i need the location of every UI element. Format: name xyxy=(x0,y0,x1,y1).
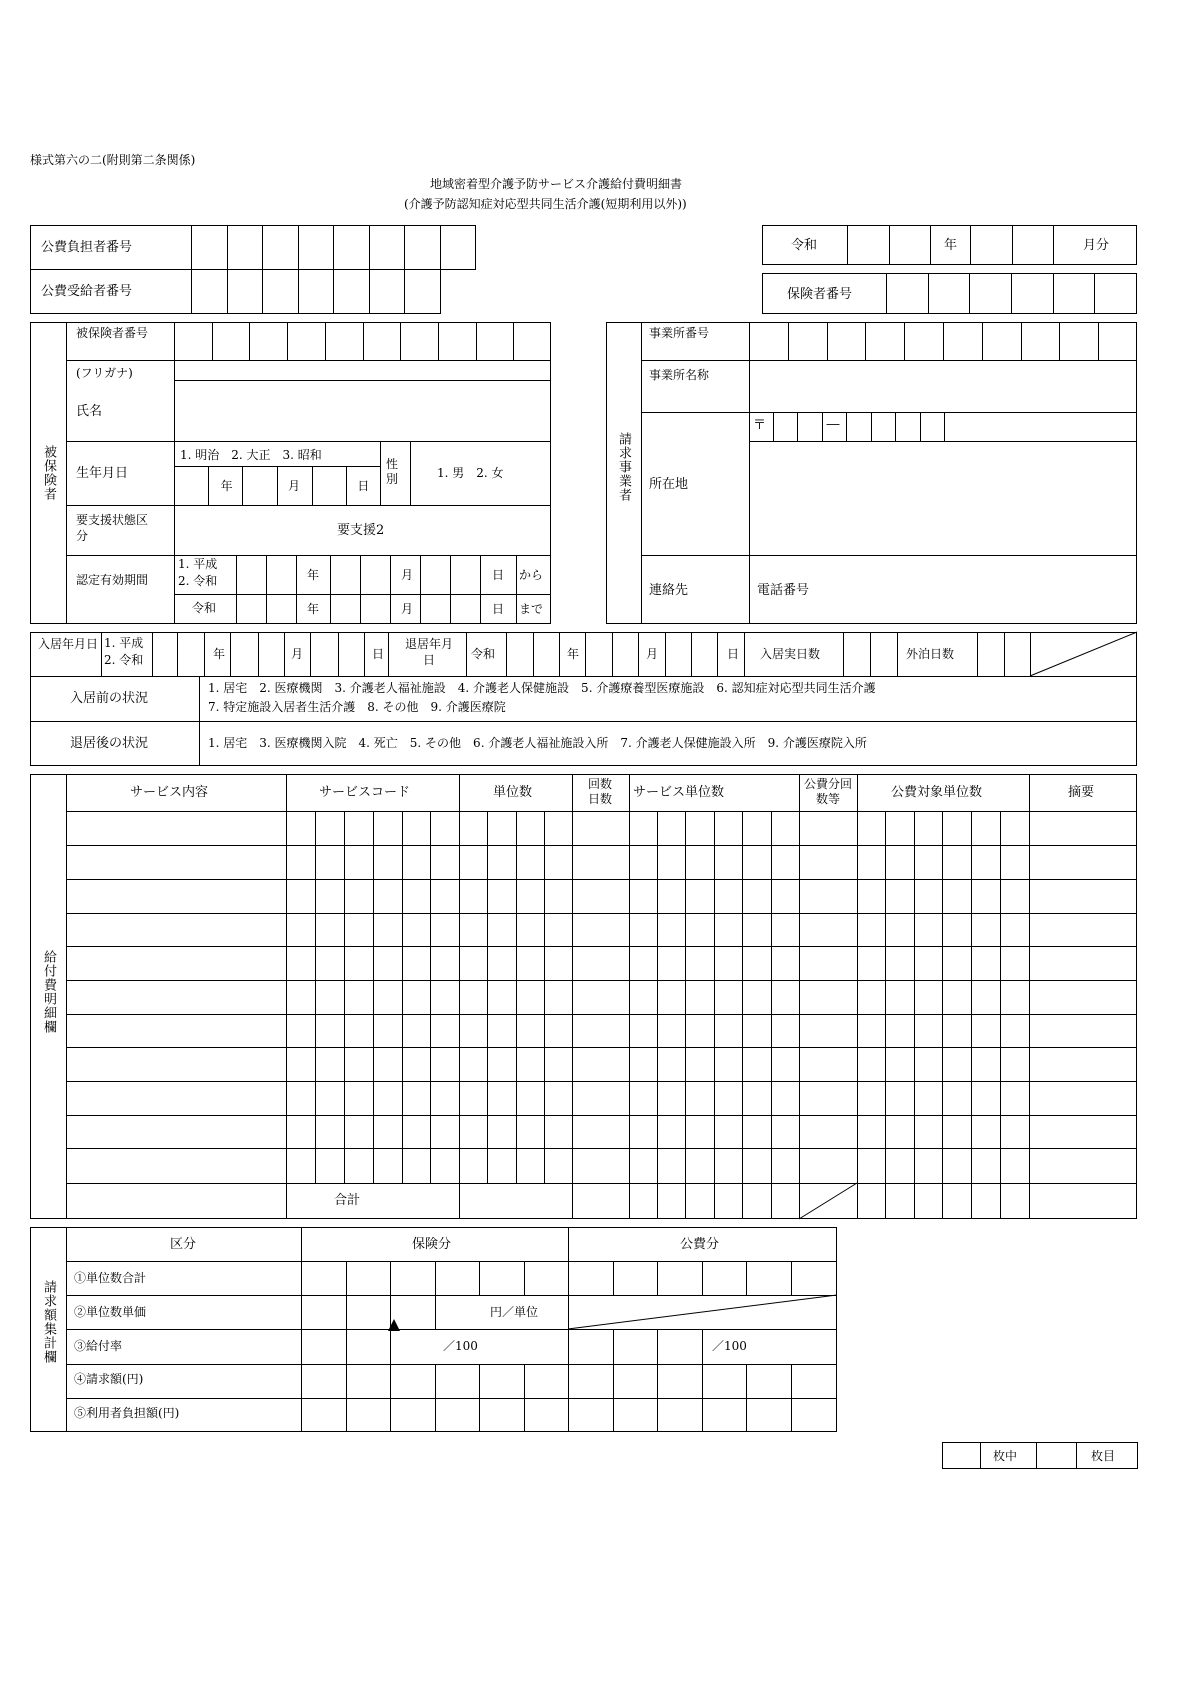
detail-row-line xyxy=(66,1081,1137,1082)
after-status-options[interactable]: 1. 居宅 3. 医療機関入院 4. 死亡 5. その他 6. 介護老人福祉施設入所 7. 介護老人保健施設入所 9. 介護医療院入所 xyxy=(208,736,867,750)
birthdate-label: 生年月日 xyxy=(76,466,129,481)
summary-cell-line xyxy=(479,1261,480,1295)
overnight-diagonal xyxy=(1030,632,1137,676)
col-service-content: サービス内容 xyxy=(130,785,209,800)
move-in-date-label: 入居年月日 xyxy=(38,637,99,651)
move-out-day-unit: 日 xyxy=(727,647,740,661)
cert-from-year-unit: 年 xyxy=(307,568,320,582)
detail-cell-line xyxy=(771,811,772,1219)
month-portion-box xyxy=(1053,225,1137,265)
summary-col-insurance: 保険分 xyxy=(412,1237,452,1252)
care-level-label: 要支援状態区分 xyxy=(76,513,149,543)
birthdate-input[interactable] xyxy=(174,466,381,506)
detail-cell-line xyxy=(657,811,658,1219)
page-subtitle: (介護予防認知症対応型共同生活介護(短期利用以外)) xyxy=(404,197,687,211)
page-number-label: 枚目 xyxy=(1091,1449,1116,1463)
summary-section-label: 請求額集計欄 xyxy=(41,1280,56,1364)
summary-cell-line xyxy=(479,1398,480,1432)
detail-row-line xyxy=(66,1014,1137,1015)
col-units: 単位数 xyxy=(493,785,533,800)
page-counter[interactable] xyxy=(942,1442,1138,1469)
insured-section-label: 被保険者 xyxy=(41,445,56,501)
detail-cell-line xyxy=(942,811,943,1219)
summary-cell-line xyxy=(479,1364,480,1398)
detail-col-line xyxy=(629,774,630,1219)
summary-cell-line xyxy=(746,1364,747,1398)
cert-era-a[interactable]: 1. 平成 xyxy=(178,557,218,571)
detail-cell-line xyxy=(971,811,972,1219)
summary-cell-line xyxy=(657,1329,658,1364)
summary-cell-line xyxy=(524,1398,525,1432)
summary-cell-line xyxy=(390,1329,391,1364)
summary-cell-line xyxy=(346,1329,347,1364)
detail-row-line xyxy=(66,811,1137,812)
cert-to-year-unit: 年 xyxy=(307,602,320,616)
col-service-code: サービスコード xyxy=(319,785,411,800)
summary-cell-line xyxy=(746,1261,747,1295)
summary-cell-line xyxy=(791,1261,792,1295)
year-label-box xyxy=(930,225,971,265)
summary-row-line xyxy=(66,1329,837,1330)
move-in-era-a[interactable]: 1. 平成 xyxy=(104,636,144,650)
insurer-number-label: 保険者番号 xyxy=(787,287,853,302)
of-total-label: 枚中 xyxy=(993,1449,1018,1463)
detail-row-line xyxy=(66,879,1137,880)
summary-cell-line xyxy=(390,1364,391,1398)
summary-row-benefit-rate: ③給付率 xyxy=(74,1339,123,1353)
detail-cell-line xyxy=(714,811,715,1219)
move-out-date-label: 退居年月日 xyxy=(404,637,453,667)
public-recipient-label-box xyxy=(30,269,192,314)
summary-row-unit-price: ②単位数単価 xyxy=(74,1305,147,1319)
move-in-day-unit: 日 xyxy=(372,647,385,661)
public-unit-price-diagonal xyxy=(568,1295,837,1329)
move-in-era-b[interactable]: 2. 令和 xyxy=(104,653,144,667)
cert-to-label: まで xyxy=(519,602,544,616)
summary-row-claim-amount: ④請求額(円) xyxy=(74,1372,144,1386)
detail-cell-line xyxy=(344,811,345,1183)
detail-row-line xyxy=(66,1183,1137,1184)
detail-col-line xyxy=(799,774,800,1219)
summary-cell-line xyxy=(435,1364,436,1398)
detail-cell-line xyxy=(516,811,517,1183)
summary-row-unit-total: ①単位数合計 xyxy=(74,1271,147,1285)
detail-row-line xyxy=(66,913,1137,914)
postal-dash: ― xyxy=(826,417,840,432)
summary-cell-line xyxy=(702,1329,703,1364)
public-payer-label-box xyxy=(30,225,192,270)
summary-cell-line xyxy=(435,1261,436,1295)
summary-cell-line xyxy=(524,1364,525,1398)
decimal-point-mark xyxy=(388,1319,400,1331)
summary-cell-line xyxy=(613,1398,614,1432)
cert-to-month-unit: 月 xyxy=(401,602,414,616)
public-recipient-label: 公費受給者番号 xyxy=(41,284,133,299)
public-payer-number-input[interactable] xyxy=(191,225,476,270)
form-label: 様式第六の二(附則第二条関係) xyxy=(30,153,196,167)
summary-cell-line xyxy=(657,1398,658,1432)
birth-month-unit: 月 xyxy=(288,479,301,493)
summary-cell-line xyxy=(702,1261,703,1295)
move-out-month-unit: 月 xyxy=(646,647,659,661)
summary-cell-line xyxy=(346,1364,347,1398)
office-number-label: 事業所番号 xyxy=(649,326,710,340)
yen-per-unit-label: 円／単位 xyxy=(490,1305,539,1319)
insurer-number-input[interactable] xyxy=(886,273,1137,314)
before-status-label: 入居前の状況 xyxy=(70,691,149,706)
summary-cell-line xyxy=(746,1398,747,1432)
month-portion-label: 月分 xyxy=(1083,238,1110,253)
summary-cell-line xyxy=(346,1261,347,1295)
detail-cell-line xyxy=(487,811,488,1183)
col-count-days: 回数日数 xyxy=(587,777,612,806)
detail-grid[interactable] xyxy=(66,774,1137,1219)
detail-row-line xyxy=(66,980,1137,981)
birth-era-options[interactable]: 1. 明治 2. 大正 3. 昭和 xyxy=(180,448,322,462)
summary-cell-line xyxy=(613,1329,614,1364)
name-label: 氏名 xyxy=(76,404,103,419)
total-public-count-diagonal xyxy=(799,1183,857,1219)
birth-day-unit: 日 xyxy=(357,479,370,493)
summary-cell-line xyxy=(613,1261,614,1295)
furigana-input[interactable] xyxy=(175,361,550,380)
summary-col-category: 区分 xyxy=(170,1237,197,1252)
before-status-options-2[interactable]: 7. 特定施設入居者生活介護 8. その他 9. 介護医療院 xyxy=(208,700,506,714)
detail-cell-line xyxy=(914,811,915,1219)
summary-col-line xyxy=(301,1227,302,1432)
after-status-label: 退居後の状況 xyxy=(70,736,149,751)
move-in-month-unit: 月 xyxy=(291,647,304,661)
cert-end-era: 令和 xyxy=(192,601,217,615)
year-label: 年 xyxy=(944,238,958,253)
summary-cell-line xyxy=(435,1295,436,1329)
detail-total-label: 合計 xyxy=(334,1193,361,1208)
address-input[interactable] xyxy=(750,442,1136,554)
insured-number-label: 被保険者番号 xyxy=(76,326,149,340)
office-name-label: 事業所名称 xyxy=(649,368,710,382)
summary-cell-line xyxy=(346,1398,347,1432)
claim-month-input[interactable] xyxy=(970,225,1054,265)
detail-row-line xyxy=(66,946,1137,947)
public-payer-label: 公費負担者番号 xyxy=(41,240,133,255)
summary-cell-line xyxy=(613,1364,614,1398)
summary-cell-line xyxy=(435,1398,436,1432)
detail-row-line xyxy=(66,1148,1137,1149)
insured-number-input[interactable] xyxy=(174,322,551,361)
cert-to-day-unit: 日 xyxy=(492,602,505,616)
detail-col-line xyxy=(459,774,460,1219)
move-out-year-unit: 年 xyxy=(567,647,580,661)
office-number-input[interactable] xyxy=(749,322,1137,361)
care-level-value[interactable]: 要支援2 xyxy=(337,523,385,538)
col-public-count: 公費分回数等 xyxy=(804,777,853,806)
summary-row-copayment: ⑤利用者負担額(円) xyxy=(74,1406,180,1420)
birth-year-unit: 年 xyxy=(220,479,233,493)
summary-cell-line xyxy=(657,1261,658,1295)
detail-cell-line xyxy=(544,811,545,1183)
insurer-label-box xyxy=(762,273,887,314)
public-recipient-number-input[interactable] xyxy=(191,269,441,314)
detail-row-line xyxy=(66,1047,1137,1048)
office-name-input[interactable] xyxy=(750,361,1136,411)
cert-period-label: 認定有効期間 xyxy=(76,573,149,587)
detail-cell-line xyxy=(685,811,686,1219)
before-status-options-1[interactable]: 1. 居宅 2. 医療機関 3. 介護老人福祉施設 4. 介護老人保健施設 5. 介護療養型医療施設 6. 認知症対応型共同生活介護 xyxy=(208,681,876,695)
postal-code-input[interactable] xyxy=(749,412,945,442)
name-input[interactable] xyxy=(175,381,550,440)
overnight-days-label: 外泊日数 xyxy=(906,647,955,661)
detail-col-line xyxy=(1029,774,1030,1219)
provider-section-label: 請求事業者 xyxy=(616,432,631,502)
detail-cell-line xyxy=(402,811,403,1183)
detail-cell-line xyxy=(430,811,431,1183)
page-title: 地域密着型介護予防サービス介護給付費明細書 xyxy=(430,177,683,191)
phone-label: 電話番号 xyxy=(757,583,810,598)
col-service-units: サービス単位数 xyxy=(633,785,725,800)
summary-cell-line xyxy=(390,1398,391,1432)
cert-era-b[interactable]: 2. 令和 xyxy=(178,574,218,588)
public-rate-per100: ／100 xyxy=(712,1339,747,1353)
reiwa-label-box xyxy=(762,225,848,265)
contact-label: 連絡先 xyxy=(649,583,689,598)
detail-cell-line xyxy=(1000,811,1001,1219)
detail-cell-line xyxy=(742,811,743,1219)
address-label: 所在地 xyxy=(649,477,689,492)
move-out-era: 令和 xyxy=(471,647,496,661)
furigana-label: (フリガナ) xyxy=(76,366,133,380)
summary-cell-line xyxy=(390,1261,391,1295)
summary-cell-line xyxy=(791,1398,792,1432)
detail-col-line xyxy=(286,774,287,1219)
detail-cell-line xyxy=(315,811,316,1183)
detail-col-line xyxy=(572,774,573,1219)
col-public-units: 公費対象単位数 xyxy=(891,785,983,800)
summary-row-line xyxy=(66,1398,837,1399)
sex-label: 性別 xyxy=(386,457,399,486)
postal-mark: 〒 xyxy=(753,418,767,433)
insurance-rate-per100: ／100 xyxy=(443,1339,478,1353)
summary-cell-line xyxy=(702,1364,703,1398)
summary-cell-line xyxy=(657,1364,658,1398)
cert-from-day-unit: 日 xyxy=(492,568,505,582)
actual-days-label: 入居実日数 xyxy=(760,647,821,661)
claim-year-input[interactable] xyxy=(847,225,931,265)
cert-from-month-unit: 月 xyxy=(401,568,414,582)
detail-col-line xyxy=(857,774,858,1219)
reiwa-label: 令和 xyxy=(791,238,818,253)
detail-section-label: 給付費明細欄 xyxy=(41,950,56,1034)
sex-options[interactable]: 1. 男 2. 女 xyxy=(437,466,504,480)
detail-cell-line xyxy=(885,811,886,1219)
summary-cell-line xyxy=(702,1398,703,1432)
summary-cell-line xyxy=(524,1261,525,1295)
summary-col-line xyxy=(568,1227,569,1432)
summary-grid[interactable] xyxy=(66,1227,837,1432)
summary-cell-line xyxy=(346,1295,347,1329)
col-remarks: 摘要 xyxy=(1068,785,1095,800)
detail-row-line xyxy=(66,1115,1137,1116)
summary-row-line xyxy=(66,1364,837,1365)
move-in-year-unit: 年 xyxy=(213,647,226,661)
summary-row-line xyxy=(66,1261,837,1262)
summary-cell-line xyxy=(791,1364,792,1398)
detail-row-line xyxy=(66,845,1137,846)
detail-cell-line xyxy=(373,811,374,1183)
summary-col-public: 公費分 xyxy=(680,1237,720,1252)
cert-from-label: から xyxy=(519,568,544,582)
